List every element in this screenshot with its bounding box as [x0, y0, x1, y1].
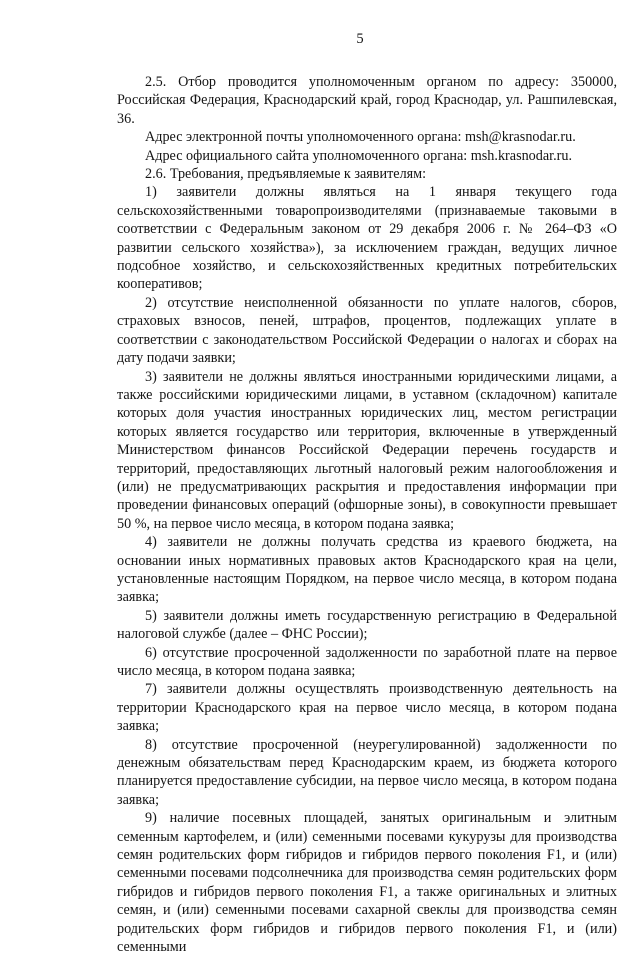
- paragraph-website: Адрес официального сайта уполномоченного органа: msh.krasnodar.ru.: [145, 147, 573, 164]
- requirement-item-4: 4) заявители не должны получать средства из краевого бюджета, на основании иных нормативных правовых актов Краснодарского края на цели, установленные настоящим Порядком, на первое число месяца, в котором подана заявка;: [117, 534, 617, 606]
- page-number: 5: [356, 31, 364, 47]
- document-body: [117, 73, 617, 957]
- paragraph-email: Адрес электронной почты уполномоченного органа: msh@krasnodar.ru.: [145, 129, 576, 146]
- requirement-item-3: 3) заявители не должны являться иностранными юридическими лицами, а также российскими юридическими лицами, в уставном (складочном) капитале которых доля участия иностранных юридических лиц, местом регистрации которых является государство или территория, включенные в утвержденный Министерством финансов Российской Федерации перечень государств и территорий, предоставляющих льготный налоговый режим налогообложения и (или) не предусматривающих раскрытия и предоставления информации при проведении финансовых операций (офшорные зоны), в совокупности превышает 50 %, на первое число месяца, в котором подана заявка;: [117, 368, 617, 532]
- requirement-item-8: 8) отсутствие просроченной (неурегулированной) задолженности по денежным обязательствам перед Краснодарским краем, из бюджета которого планируется предоставление субсидии, на первое число месяца, в котором подана заявка;: [117, 736, 617, 808]
- requirement-item-6: 6) отсутствие просроченной задолженности по заработной плате на первое число месяца, в котором подана заявка;: [117, 644, 617, 679]
- paragraph-2-6-requirements: 2.6. Требования, предъявляемые к заявителям:: [145, 166, 427, 183]
- requirement-item-2: 2) отсутствие неисполненной обязанности по уплате налогов, сборов, страховых взносов, пеней, штрафов, процентов, подлежащих уплате в соответствии с законодательством Российской Федерации о налогах и сборах на дату подачи заявки;: [117, 294, 617, 367]
- requirement-item-5: 5) заявители должны иметь государственную регистрацию в Федеральной налоговой службе (далее – ФНС России);: [117, 607, 617, 643]
- requirement-item-9: 9) наличие посевных площадей, занятых оригинальным и элитным семенным картофелем, и (или) семенными посевами кукурузы для производства семян родительских форм гибридов и гибридов первого поколения F1, и (или) семенными посевами подсолнечника для производства семян родительских форм гибридов и гибридов первого поколения F1, а также оригинальных и элитных семян, и (или) семенными посевами сахарной свеклы для производства семян родительских форм гибридов и гибридов первого поколения F1, и (или) семенными: [117, 810, 617, 956]
- paragraph-2-5-address: 2.5. Отбор проводится уполномоченным органом по адресу: 350000, Российская Федерация, Краснодарский край, город Краснодар, ул. Рашпилевская, 36.: [117, 74, 617, 127]
- requirement-item-1: 1) заявители должны являться на 1 января текущего года сельскохозяйственными товаропроизводителями (признаваемые таковыми в соответствии с Федеральным законом от 29 декабря 2006 г. № 264–ФЗ «О развитии сельского хозяйства»), за исключением граждан, ведущих личное подсобное хозяйство, и сельскохозяйственных кредитных потребительских кооперативов;: [117, 184, 617, 293]
- requirement-item-7: 7) заявители должны осуществлять производственную деятельность на территории Краснодарского края на первое число месяца, в котором подана заявка;: [117, 681, 617, 735]
